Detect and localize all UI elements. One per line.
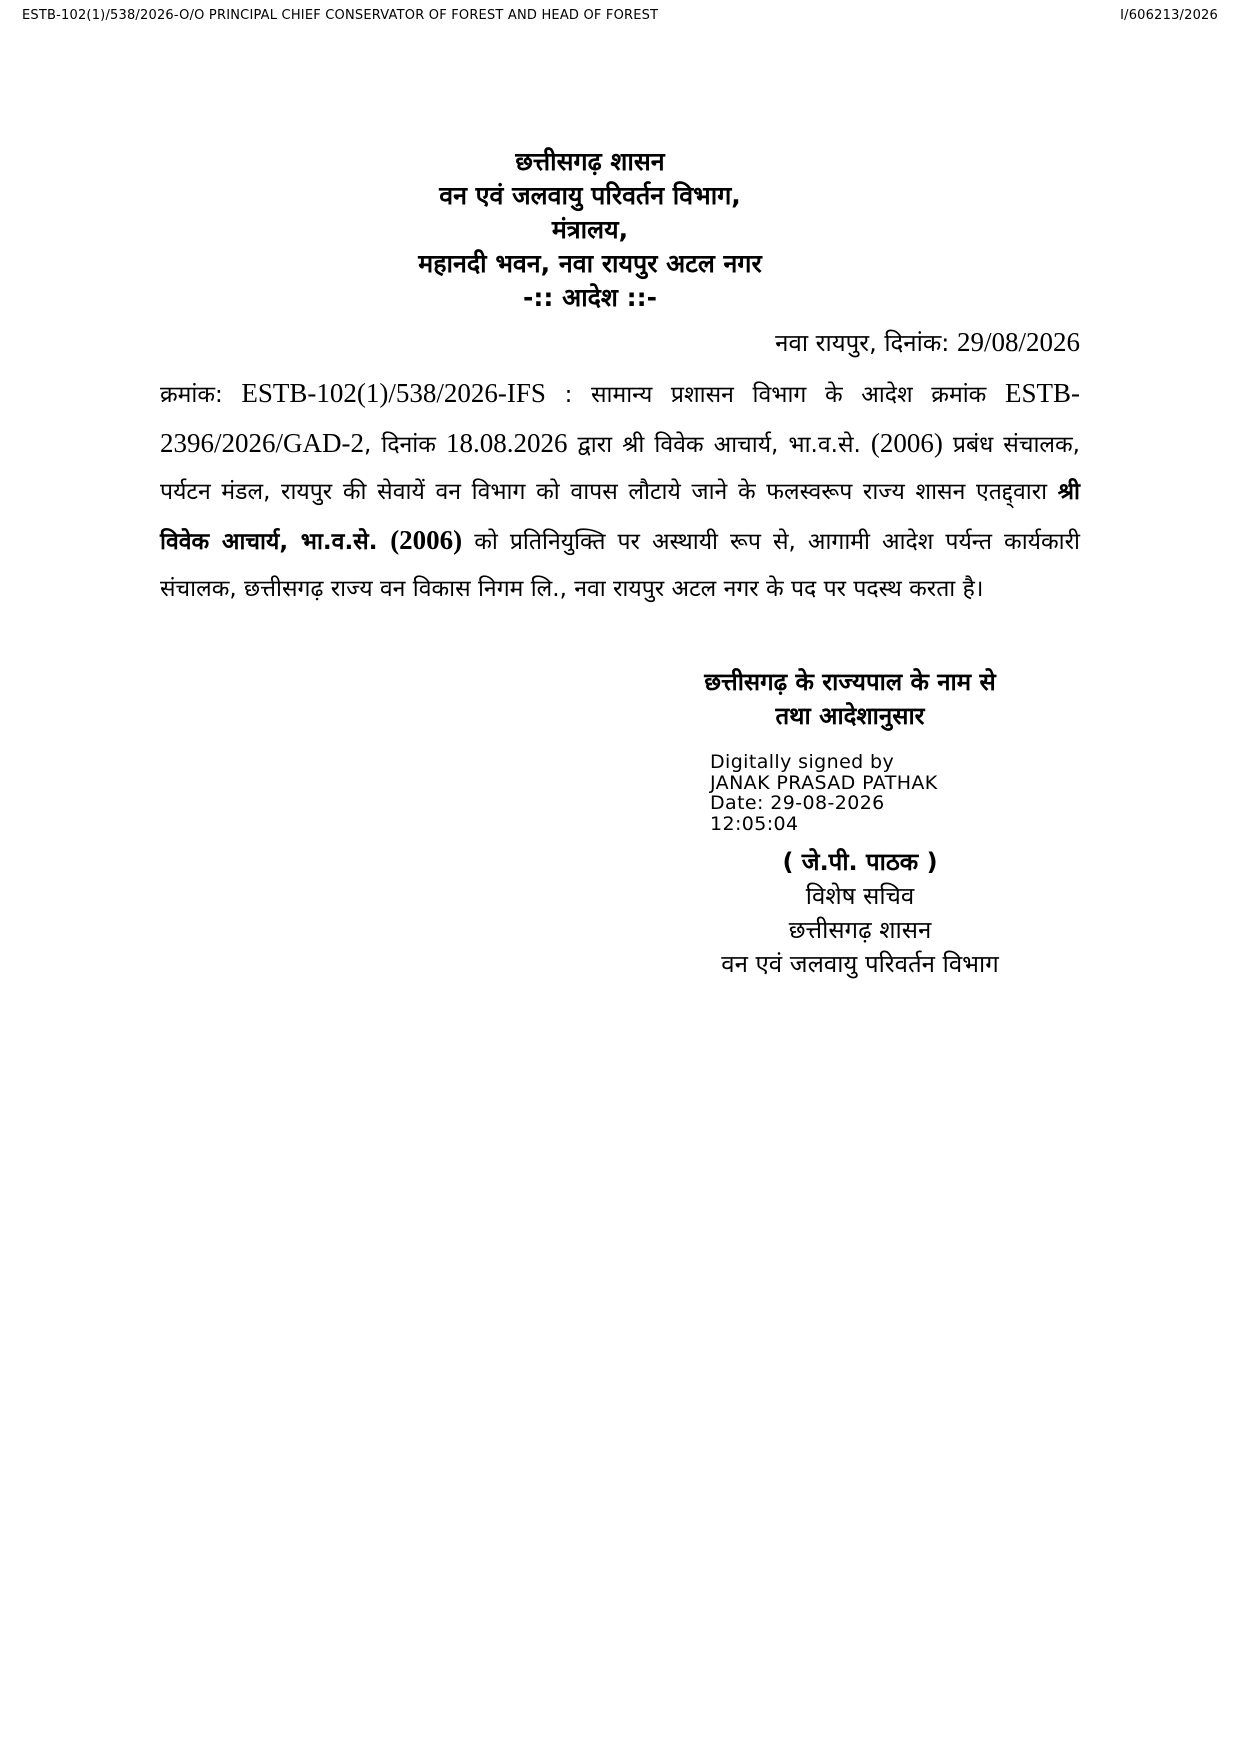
document-reference-header: ESTB-102(1)/538/2026-O/O PRINCIPAL CHIEF CONSERVATOR OF FOREST AND HEAD OF FOREST bbox=[22, 8, 659, 23]
batch-year-highlight: (2006) bbox=[390, 524, 463, 555]
order-body-paragraph bbox=[160, 370, 1080, 614]
batch-year: (2006) bbox=[870, 427, 943, 458]
order-number: ESTB-102(1)/538/2026-IFS bbox=[241, 378, 546, 408]
letterhead bbox=[0, 145, 1180, 315]
digital-signature-stamp bbox=[710, 752, 938, 834]
order-text-segment: को प्रतिनियुक्ति पर अस्थायी रूप से, आगामी आदेश पर्यन्त कार्यकारी संचालक, छत्तीसगढ़ राज्य वन विकास निगम लि., नवा रायपुर अटल नगर के पद पर पदस्थ करता है। bbox=[160, 528, 1080, 602]
order-title: -:: आदेश ::- bbox=[523, 283, 657, 312]
authority-line-1: छत्तीसगढ़ के राज्यपाल के नाम से bbox=[704, 668, 996, 696]
officer-designation: विशेष सचिव bbox=[805, 882, 915, 910]
letterhead-government: छत्तीसगढ़ शासन bbox=[515, 147, 665, 176]
gad-order-date: 18.08.2026 bbox=[445, 427, 568, 458]
signing-officer-block bbox=[660, 845, 1060, 981]
gad-order-number: ESTB-2396/2026/GAD-2 bbox=[160, 378, 1080, 458]
place-and-date bbox=[775, 326, 1080, 359]
order-text-segment: क्रमांक: bbox=[160, 382, 242, 408]
letterhead-address: महानदी भवन, नवा रायपुर अटल नगर bbox=[418, 249, 762, 278]
officer-name-highlight: श्री विवेक आचार्य, भा.व.से. bbox=[160, 479, 1080, 555]
order-text-segment: प्रबंध संचालक, पर्यटन मंडल, रायपुर की सेवायें वन विभाग को वापस लौटाये जाने के फलस्वरूप राज्य शासन एतद्द्वारा bbox=[160, 431, 1080, 505]
digital-signature-label: Digitally signed by bbox=[710, 751, 895, 773]
document-number-header: I/606213/2026 bbox=[1120, 8, 1218, 23]
order-text-segment: , दिनांक bbox=[364, 431, 446, 458]
letterhead-ministry: मंत्रालय, bbox=[551, 215, 629, 244]
officer-name: ( जे.पी. पाठक ) bbox=[782, 848, 938, 876]
order-date: 29/08/2026 bbox=[956, 327, 1080, 357]
digital-signature-time: 12:05:04 bbox=[710, 812, 799, 835]
authority-line-2: तथा आदेशानुसार bbox=[775, 702, 925, 730]
digital-signature-date: Date: 29-08-2026 bbox=[710, 792, 885, 814]
officer-department: वन एवं जलवायु परिवर्तन विभाग bbox=[721, 950, 999, 978]
place-date-prefix: नवा रायपुर, दिनांक: bbox=[775, 329, 957, 357]
order-text-segment: : सामान्य प्रशासन विभाग के आदेश क्रमांक bbox=[545, 382, 1005, 408]
letterhead-department: वन एवं जलवायु परिवर्तन विभाग, bbox=[439, 181, 741, 210]
authority-block bbox=[640, 665, 1060, 733]
officer-government: छत्तीसगढ़ शासन bbox=[788, 916, 932, 944]
digital-signature-signer: JANAK PRASAD PATHAK bbox=[710, 771, 938, 794]
order-text-segment: द्वारा श्री विवेक आचार्य, भा.व.से. bbox=[567, 431, 871, 458]
